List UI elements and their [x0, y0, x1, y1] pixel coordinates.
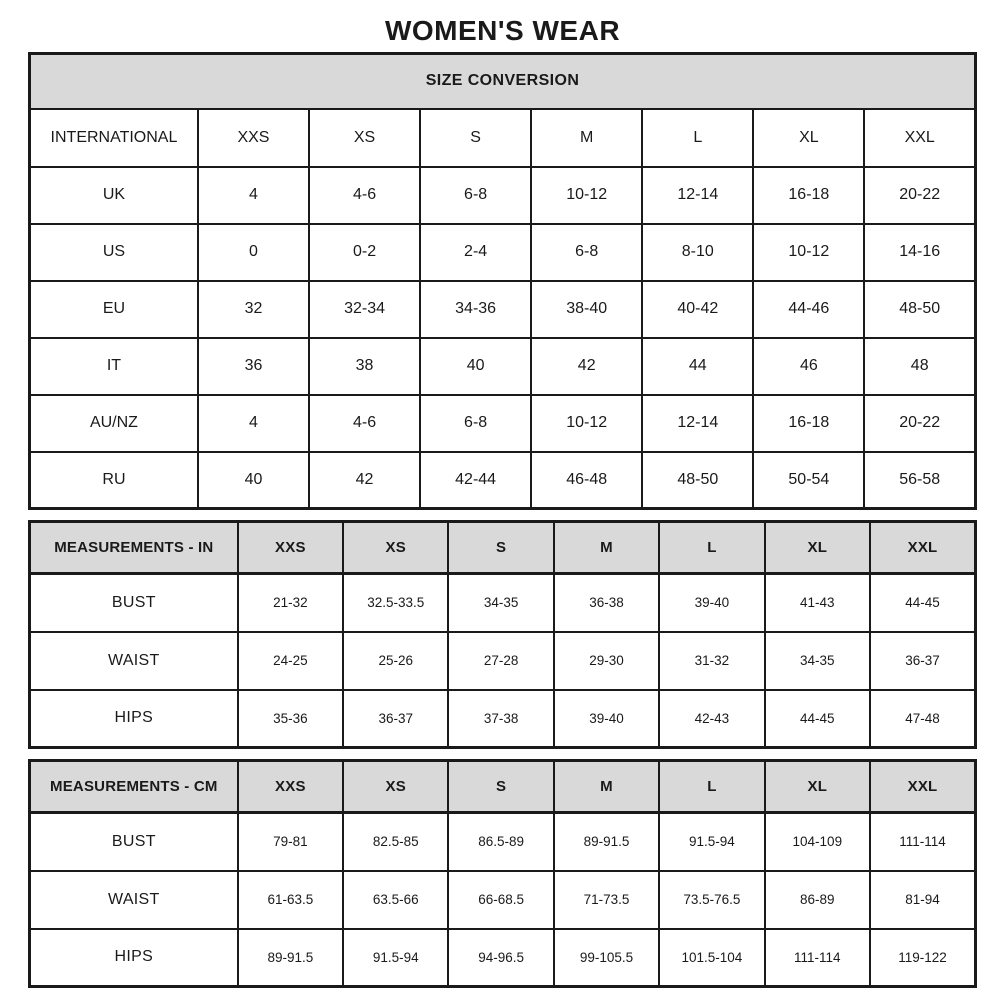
cell: 41-43 [765, 574, 870, 632]
column-header-row [30, 522, 976, 574]
cell: 2-4 [420, 224, 531, 281]
column-header-m: M [554, 522, 659, 574]
column-header-row [30, 109, 976, 167]
cell: 40-42 [642, 281, 753, 338]
cell: 101.5-104 [659, 929, 764, 987]
cell: 36 [198, 338, 309, 395]
cell: 99-105.5 [554, 929, 659, 987]
cell: 0 [198, 224, 309, 281]
cell: 56-58 [864, 452, 975, 509]
cell: 89-91.5 [554, 813, 659, 871]
table-row-aunz [30, 395, 976, 452]
row-label: BUST [30, 813, 238, 871]
row-label: EU [30, 281, 198, 338]
cell: 16-18 [753, 395, 864, 452]
cell: 91.5-94 [343, 929, 448, 987]
table-row-bust [30, 574, 976, 632]
cell: 47-48 [870, 690, 976, 748]
cell: 0-2 [309, 224, 420, 281]
cell: 14-16 [864, 224, 975, 281]
page-title: WOMEN'S WEAR [384, 15, 621, 46]
column-header-l: L [642, 109, 753, 167]
cell: 20-22 [864, 395, 975, 452]
cell: 25-26 [343, 632, 448, 690]
cell: 36-37 [343, 690, 448, 748]
column-header-xxl: XXL [864, 109, 975, 167]
cell: 40 [420, 338, 531, 395]
cell: 44 [642, 338, 753, 395]
cell: 89-91.5 [238, 929, 343, 987]
cell: 39-40 [659, 574, 764, 632]
size-conversion-title: SIZE CONVERSION [30, 54, 976, 109]
cell: 20-22 [864, 167, 975, 224]
row-label: HIPS [30, 690, 238, 748]
column-header-m: M [554, 761, 659, 813]
column-header-xxl: XXL [870, 522, 976, 574]
column-header-s: S [448, 761, 553, 813]
cell: 6-8 [420, 167, 531, 224]
cell: 6-8 [420, 395, 531, 452]
cell: 8-10 [642, 224, 753, 281]
cell: 50-54 [753, 452, 864, 509]
cell: 35-36 [238, 690, 343, 748]
column-header-xxs: XXS [238, 761, 343, 813]
cell: 34-36 [420, 281, 531, 338]
cell: 86-89 [765, 871, 870, 929]
cell: 16-18 [753, 167, 864, 224]
cell: 4 [198, 395, 309, 452]
table-row-waist [30, 871, 976, 929]
cell: 4 [198, 167, 309, 224]
cell: 42 [309, 452, 420, 509]
column-header-l: L [659, 522, 764, 574]
cell: 4-6 [309, 395, 420, 452]
cell: 48-50 [864, 281, 975, 338]
column-header-m: M [531, 109, 642, 167]
size-conversion-table [28, 52, 977, 510]
cell: 10-12 [753, 224, 864, 281]
table-row-ru [30, 452, 976, 509]
cell: 71-73.5 [554, 871, 659, 929]
cell: 61-63.5 [238, 871, 343, 929]
cell: 44-46 [753, 281, 864, 338]
row-label: AU/NZ [30, 395, 198, 452]
cell: 42-44 [420, 452, 531, 509]
cell: 86.5-89 [448, 813, 553, 871]
row-label: US [30, 224, 198, 281]
table-row-bust [30, 813, 976, 871]
cell: 119-122 [870, 929, 976, 987]
cell: 32-34 [309, 281, 420, 338]
cell: 46 [753, 338, 864, 395]
table-row-waist [30, 632, 976, 690]
table-row-hips [30, 929, 976, 987]
cell: 10-12 [531, 395, 642, 452]
column-header-xs: XS [343, 522, 448, 574]
column-header-xl: XL [765, 522, 870, 574]
cell: 29-30 [554, 632, 659, 690]
measurements-cm-table [28, 759, 977, 988]
column-header-xs: XS [343, 761, 448, 813]
column-header-s: S [448, 522, 553, 574]
row-label: IT [30, 338, 198, 395]
column-header-xl: XL [753, 109, 864, 167]
cell: 111-114 [870, 813, 976, 871]
measurements-in-table [28, 520, 977, 749]
table-banner-row [30, 54, 976, 109]
cell: 104-109 [765, 813, 870, 871]
row-label: UK [30, 167, 198, 224]
cell: 38-40 [531, 281, 642, 338]
cell: 12-14 [642, 395, 753, 452]
column-header-xxs: XXS [238, 522, 343, 574]
cell: 81-94 [870, 871, 976, 929]
cell: 34-35 [765, 632, 870, 690]
cell: 12-14 [642, 167, 753, 224]
cell: 32.5-33.5 [343, 574, 448, 632]
cell: 36-38 [554, 574, 659, 632]
cell: 36-37 [870, 632, 976, 690]
cell: 38 [309, 338, 420, 395]
cell: 31-32 [659, 632, 764, 690]
cell: 37-38 [448, 690, 553, 748]
cell: 42-43 [659, 690, 764, 748]
table-row-us [30, 224, 976, 281]
cell: 42 [531, 338, 642, 395]
row-label: HIPS [30, 929, 238, 987]
measurements-in-title: MEASUREMENTS - IN [30, 522, 238, 574]
cell: 21-32 [238, 574, 343, 632]
cell: 10-12 [531, 167, 642, 224]
cell: 44-45 [765, 690, 870, 748]
cell: 6-8 [531, 224, 642, 281]
row-label: RU [30, 452, 198, 509]
measurements-cm-title: MEASUREMENTS - CM [30, 761, 238, 813]
row-label: WAIST [30, 632, 238, 690]
column-header-xl: XL [765, 761, 870, 813]
table-row-uk [30, 167, 976, 224]
cell: 82.5-85 [343, 813, 448, 871]
cell: 32 [198, 281, 309, 338]
cell: 24-25 [238, 632, 343, 690]
cell: 94-96.5 [448, 929, 553, 987]
table-row-eu [30, 281, 976, 338]
column-header-xxl: XXL [870, 761, 976, 813]
cell: 63.5-66 [343, 871, 448, 929]
column-header-xxs: XXS [198, 109, 309, 167]
cell: 46-48 [531, 452, 642, 509]
cell: 111-114 [765, 929, 870, 987]
cell: 27-28 [448, 632, 553, 690]
cell: 34-35 [448, 574, 553, 632]
cell: 44-45 [870, 574, 976, 632]
table-row-it [30, 338, 976, 395]
cell: 79-81 [238, 813, 343, 871]
cell: 48-50 [642, 452, 753, 509]
row-label: BUST [30, 574, 238, 632]
cell: 91.5-94 [659, 813, 764, 871]
column-header-l: L [659, 761, 764, 813]
cell: 66-68.5 [448, 871, 553, 929]
cell: 39-40 [554, 690, 659, 748]
column-header-xs: XS [309, 109, 420, 167]
column-header-international: INTERNATIONAL [30, 109, 198, 167]
cell: 73.5-76.5 [659, 871, 764, 929]
cell: 48 [864, 338, 975, 395]
column-header-s: S [420, 109, 531, 167]
row-label: WAIST [30, 871, 238, 929]
column-header-row [30, 761, 976, 813]
cell: 40 [198, 452, 309, 509]
table-row-hips [30, 690, 976, 748]
cell: 4-6 [309, 167, 420, 224]
